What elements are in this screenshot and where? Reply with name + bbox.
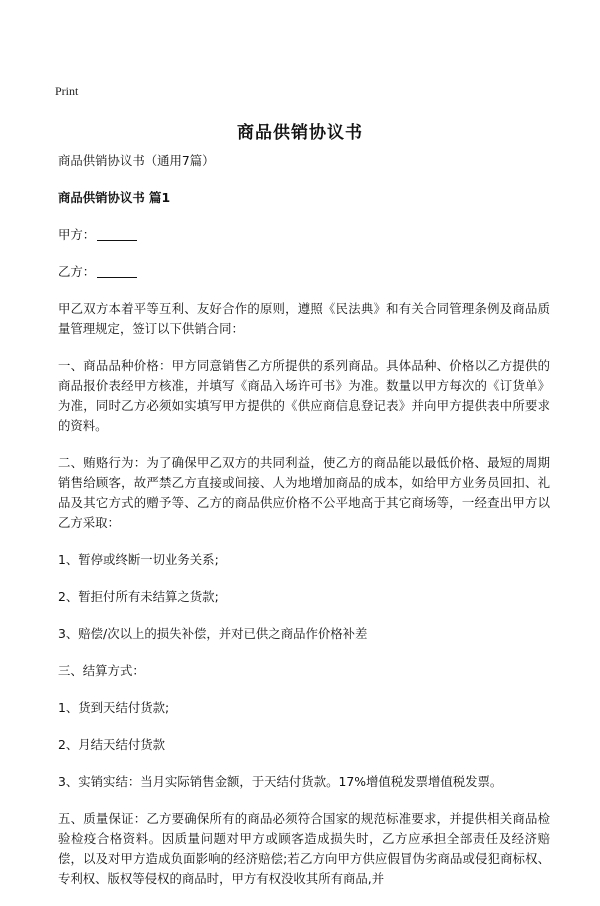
party-a-blank: [97, 227, 137, 241]
paragraph-clause-5: 五、质量保证：乙方要确保所有的商品必须符合国家的规范标准要求，并提供相关商品检验检疫合格资料。因质量问题对甲方或顾客造成损失时，乙方应承担全部责任及经济赔偿，以及对甲方造成负面影响的经济赔偿;若乙方向甲方供应假冒伪劣商品或侵犯商标权、专利权、版权等侵权的商品时，甲方有权没收其所有商品,并: [58, 811, 550, 886]
paragraph-item: 1、货到天结付货款;: [58, 700, 170, 715]
paragraph-clause-3: 三、结算方式：: [58, 663, 145, 678]
paragraph-clause-1: 一、商品品种价格：甲方同意销售乙方所提供的系列商品。具体品种、价格以乙方提供的商品报价表经甲方核准，并填写《商品入场许可书》为准。数量以甲方每次的《订货单》为准，同时乙方必须如实填写甲方提供的《供应商信息登记表》并向甲方提供表中所要求的资料。: [58, 358, 550, 433]
party-a-label: 甲方：: [58, 227, 96, 242]
paragraph-item: 1、暂停或终断一切业务关系;: [58, 552, 219, 567]
party-b-blank: [97, 264, 137, 278]
paragraph-item: 3、赔偿/次以上的损失补偿，并对已供之商品作价格补差: [58, 626, 368, 641]
party-b-label: 乙方：: [58, 264, 96, 279]
paragraph-intro: 甲乙双方本着平等互利、友好合作的原则，遵照《民法典》和有关合同管理条例及商品质量管理规定，签订以下供销合同：: [58, 301, 550, 336]
paragraph-clause-2: 二、贿赂行为：为了确保甲乙双方的共同利益，使乙方的商品能以最低价格、最短的周期销售给顾客，故严禁乙方直接或间接、人为地增加商品的成本，如给甲方业务员回扣、礼品及其它方式的赠予等、乙方的商品供应价格不公平地高于其它商场等，一经查出甲方以乙方采取：: [58, 455, 550, 530]
document-title: 商品供销协议书: [237, 123, 363, 143]
paragraph-item: 2、暂拒付所有未结算之货款;: [58, 589, 219, 604]
party-b-line: [58, 262, 550, 282]
print-label: Print: [55, 84, 79, 98]
document-subtitle: 商品供销协议书（通用7篇）: [58, 153, 215, 168]
document-body: [58, 151, 550, 906]
party-a-line: [58, 225, 550, 245]
paragraph-item: 3、实销实结：当月实际销售金额，于天结付货款。17%增值税发票增值税发票。: [58, 774, 503, 789]
paragraph-item: 2、月结天结付货款: [58, 737, 166, 752]
section-heading: 商品供销协议书 篇1: [58, 190, 171, 205]
